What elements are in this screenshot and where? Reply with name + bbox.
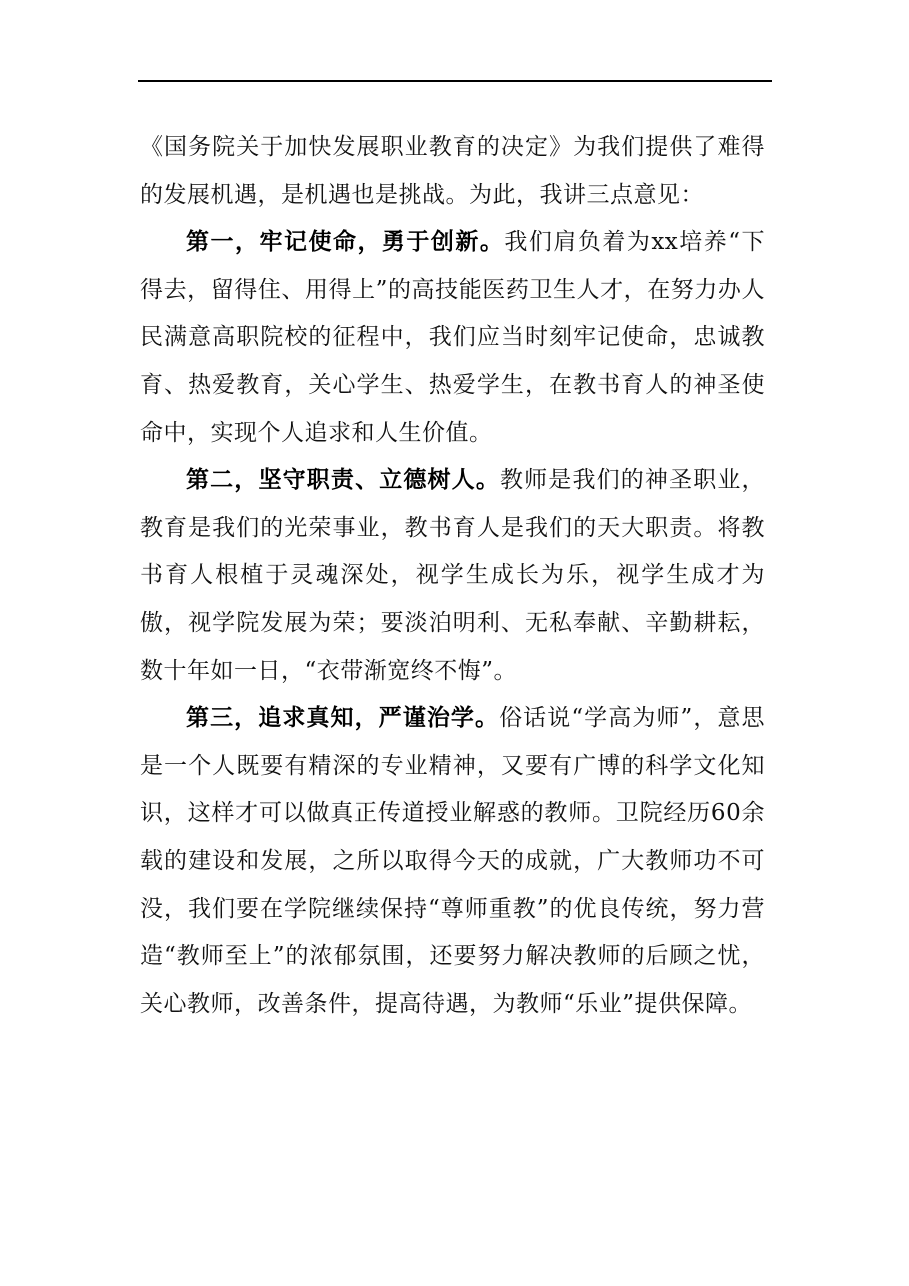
point-three-heading: 第三，追求真知，严谨治学。: [186, 705, 500, 732]
paragraph-text: 俗话说“学高为师”，意思是一个人既要有精深的专业精神，又要有广博的科学文化知识，这样才可以做真正传道授业解惑的教师。卫院经历60余载的建设和发展，之所以取得今天的成就，广大教师功不可没，我们要在学院继续保持“尊师重教”的优良传统，努力营造“教师至上”的浓郁氛围，还要努力解决教师的后顾之忧，关心教师，改善条件，提高待遇，为教师“乐业”提供保障。: [140, 705, 765, 1017]
point-one-heading: 第一，牢记使命，勇于创新。: [186, 229, 505, 256]
paragraph-text: 我们肩负着为xx培养“下得去，留得住、用得上”的高技能医药卫生人才，在努力办人民满意高职院校的征程中，我们应当时刻牢记使命，忠诚教育、热爱教育，关心学生、热爱学生，在教书育人的神圣使命中，实现个人追求和人生价值。: [140, 229, 766, 446]
paragraph-text: 《国务院关于加快发展职业教育的决定》为我们提供了难得的发展机遇，是机遇也是挑战。为此，我讲三点意见：: [140, 134, 765, 208]
point-three-paragraph: [140, 695, 765, 1028]
paragraph-text: 教师是我们的神圣职业，教育是我们的光荣事业，教书育人是我们的天大职责。将教书育人根植于灵魂深处，视学生成长为乐，视学生成才为傲，视学院发展为荣；要淡泊明利、无私奉献、辛勤耕耘，数十年如一日，“衣带渐宽终不悔”。: [140, 467, 766, 684]
point-one-paragraph: [140, 219, 765, 457]
point-two-paragraph: [140, 457, 765, 695]
document-body: [140, 124, 765, 1028]
point-two-heading: 第二，坚守职责、立德树人。: [186, 467, 500, 494]
intro-paragraph: [140, 124, 765, 219]
header-rule: [138, 80, 772, 82]
